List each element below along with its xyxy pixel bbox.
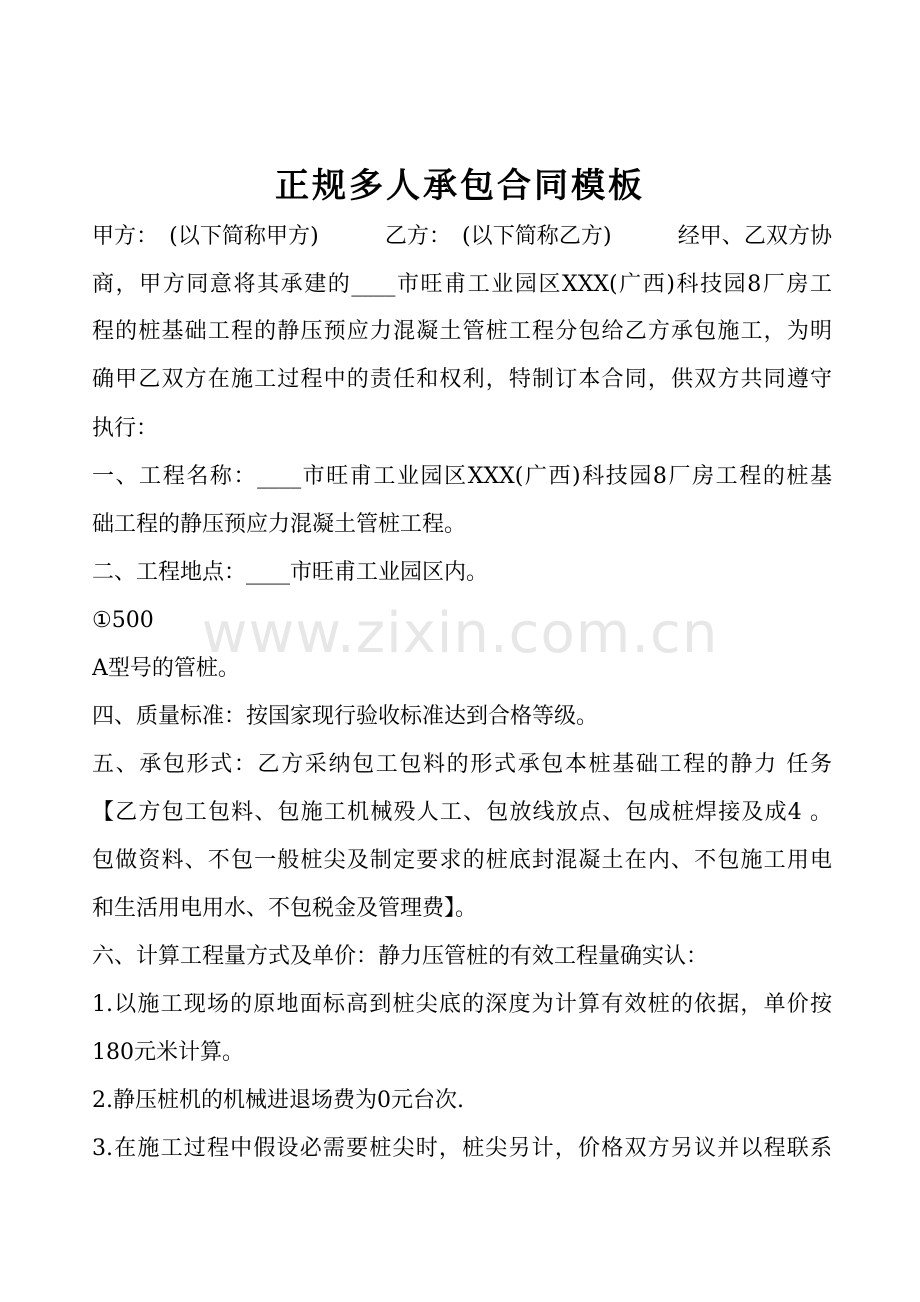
site-watermark: www.zixin.com.cn [201, 601, 719, 666]
section-five-line: 五、承包形式：乙方采纳包工包料的形式承包本桩基础工程的静力 任务 [92, 752, 832, 777]
section-five-line: 包做资料、不包一般桩尖及制定要求的桩底封混凝土在内、不包施工用电 [92, 848, 832, 873]
section-six-item-line: 180元米计算。 [92, 1040, 244, 1065]
section-six-item-line: 2.静压桩机的机械进退场费为0元台次. [92, 1088, 464, 1113]
section-six-item-line: 1.以施工现场的原地面标高到桩尖底的深度为计算有效桩的依据，单价按 [92, 992, 832, 1017]
paragraph-line: 程的桩基础工程的静压预应力混凝土管桩工程分包给乙方承包施工，为明 [92, 319, 832, 344]
spec-line: A型号的管桩。 [92, 656, 240, 681]
section-five-line: 和生活用电用水、不包税金及管理费】。 [92, 896, 478, 921]
section-one-line: 础工程的静压预应力混凝土管桩工程。 [92, 512, 467, 537]
paragraph-line: 确甲乙双方在施工过程中的责任和权利，特制订本合同，供双方共同遵守 [92, 367, 832, 392]
section-five-line: 【乙方包工包料、包施工机械殁人工、包放线放点、包成桩焊接及成4 。 [92, 800, 832, 825]
section-six-item-line: 3.在施工过程中假设必需要桩尖时，桩尖另计，价格双方另议并以程联系 [92, 1136, 832, 1161]
section-two-line: 二、工程地点：____市旺甫工业园区内。 [92, 560, 489, 585]
section-four-line: 四、质量标准：按国家现行验收标准达到合格等级。 [92, 704, 599, 729]
spec-line: ①500 [92, 608, 154, 633]
section-six-line: 六、计算工程量方式及单价：静力压管桩的有效工程量确实认： [92, 944, 709, 969]
paragraph-line: 执行： [92, 416, 159, 441]
document-title: 正规多人承包合同模板 [275, 166, 645, 206]
paragraph-line: 商，甲方同意将其承建的____市旺甫工业园区XXX(广西)科技园8厂房工 [92, 272, 832, 297]
section-one-line: 一、工程名称：____市旺甫工业园区XXX(广西)科技园8厂房工程的桩基 [92, 464, 832, 489]
paragraph-line: 甲方： (以下简称甲方) 乙方： (以下简称乙方) 经甲、乙双方协 [92, 224, 832, 249]
